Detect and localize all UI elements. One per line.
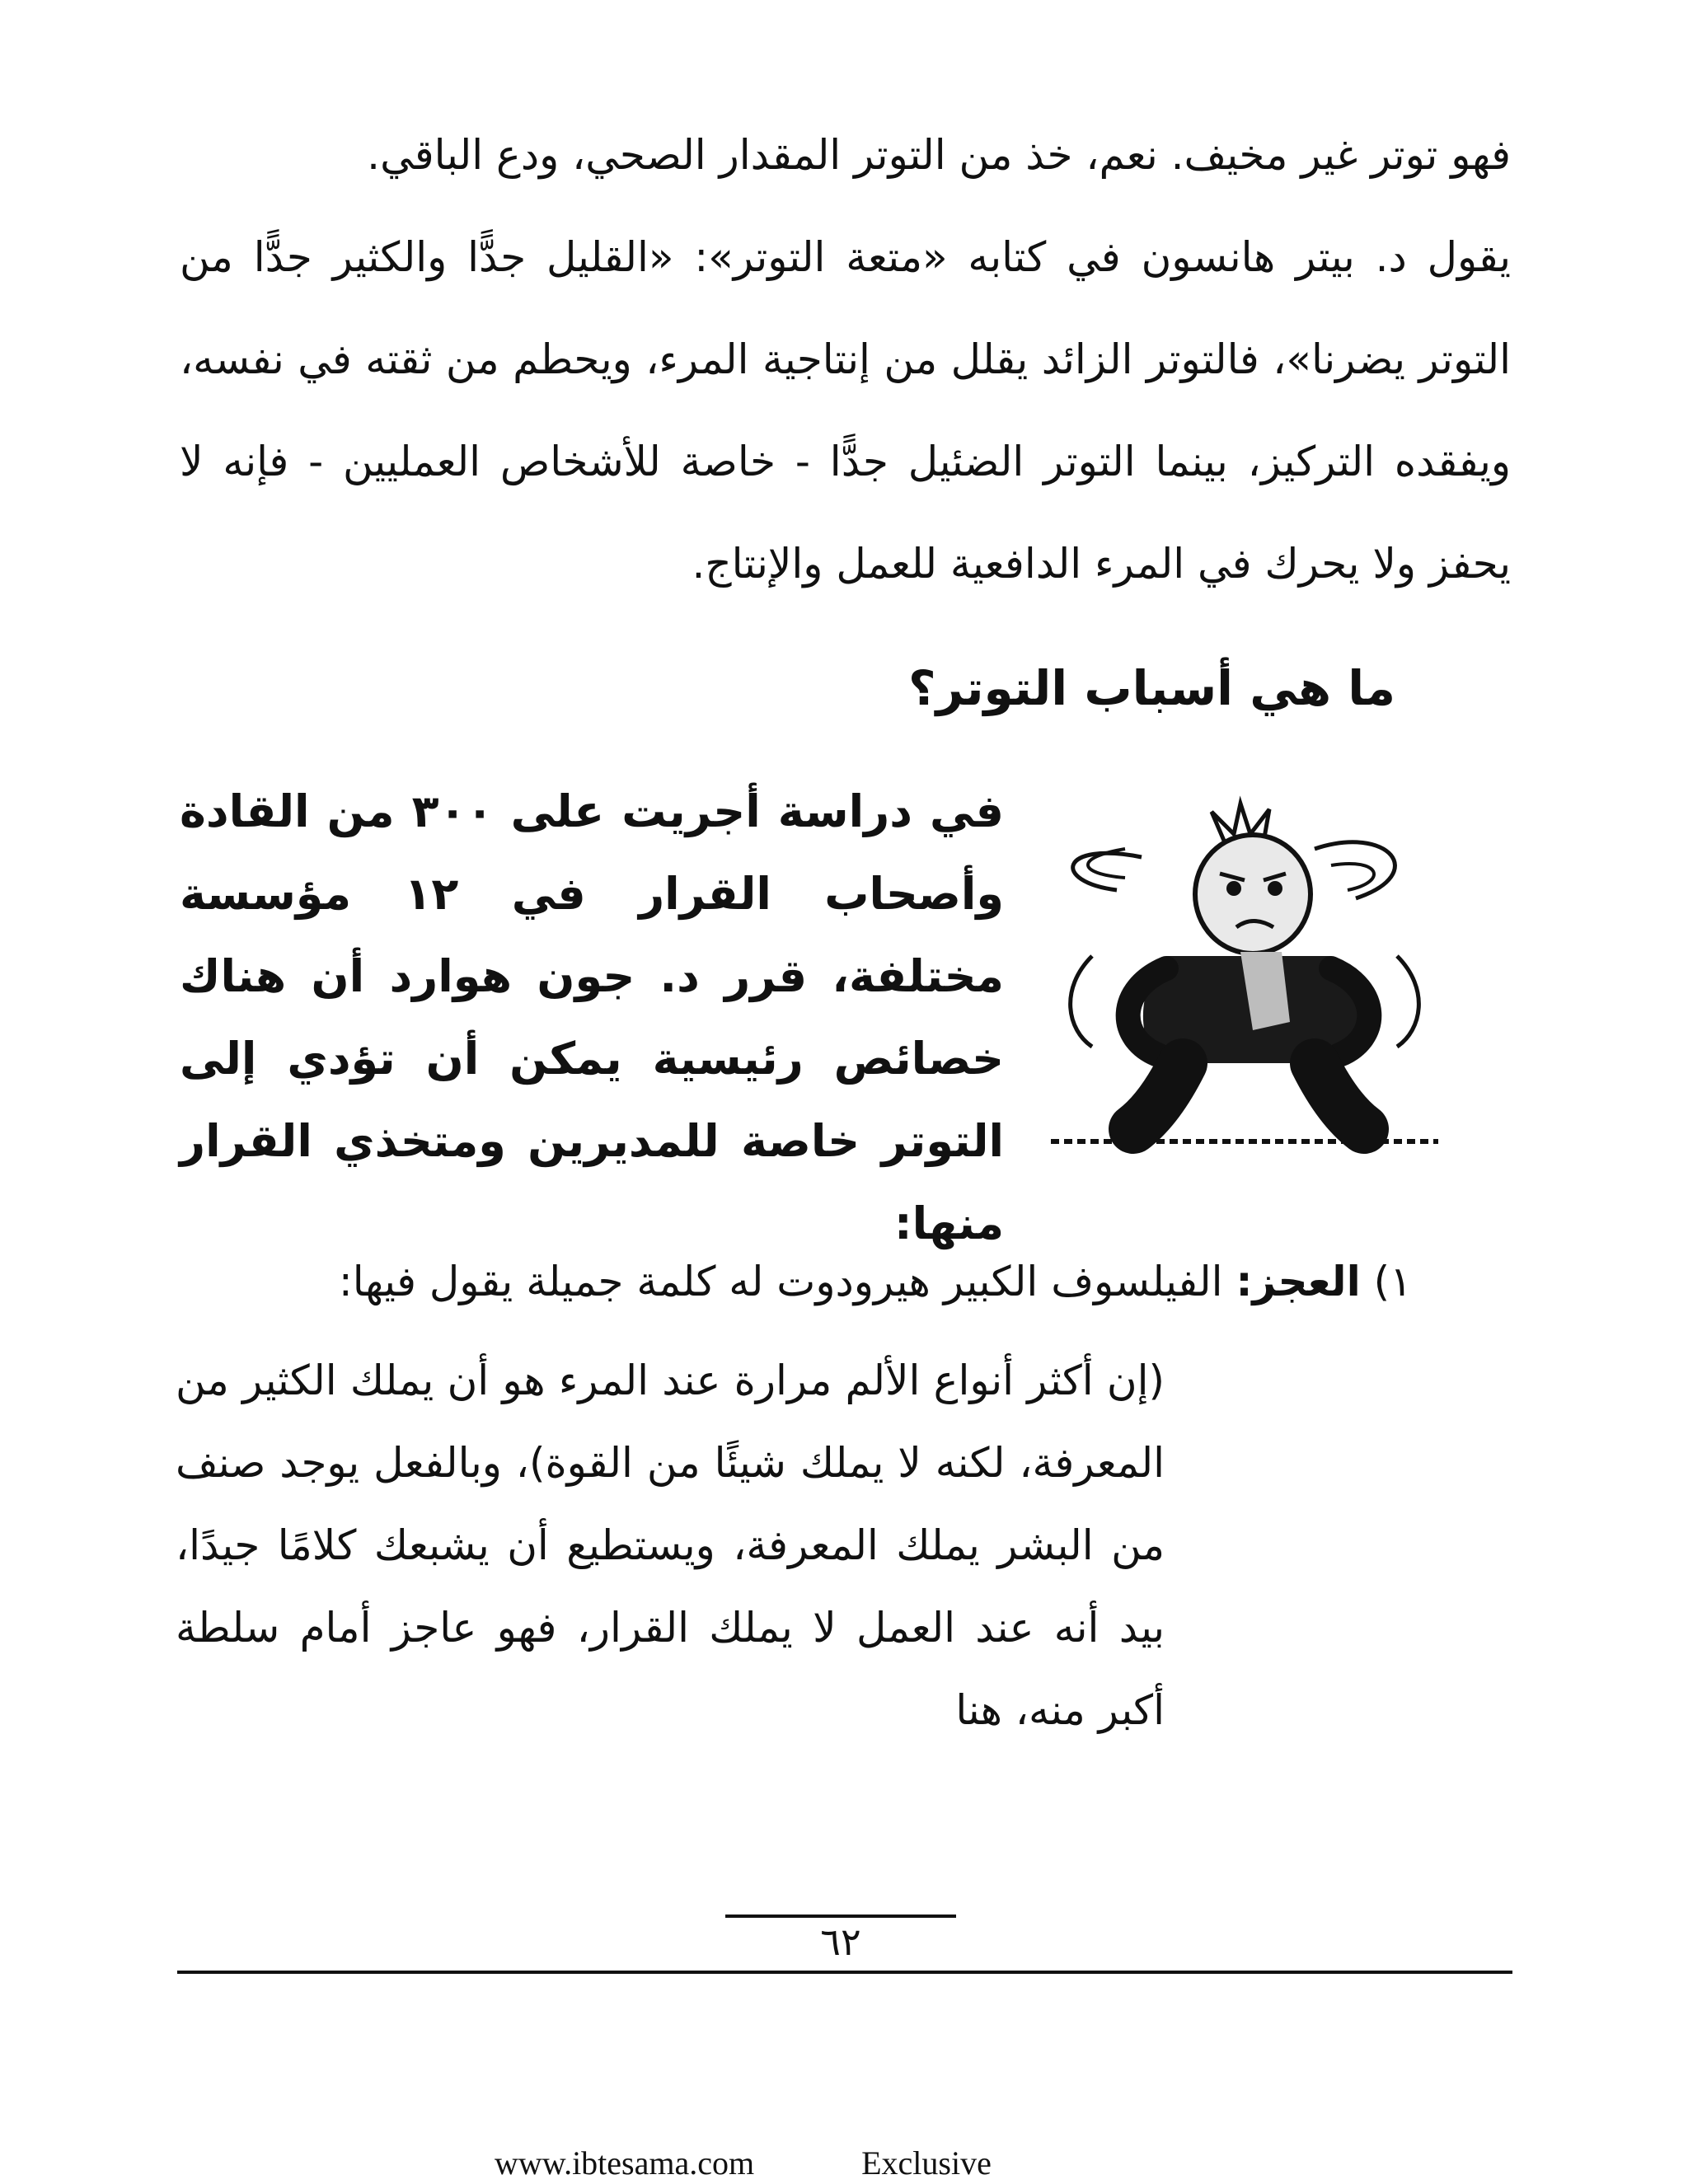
footer-website: www.ibtesama.com — [495, 2144, 755, 2182]
list-item-1 — [339, 1244, 1412, 1319]
paragraph-2: يقول د. بيتر هانسون في كتابه «متعة التوتر»: «القليل جدًّا والكثير جدًّا من التوتر يضرنا»، فالتوتر الزائد يقلل من إنتاجية المرء، ويحطم من ثقته في نفسه، ويفقده التركيز، بينما التوتر الضئيل جدًّا - خاصة للأشخاص العمليين - فإنه لا يحفز ولا يحرك في المرء الدافعية للعمل والإنتاج. — [180, 233, 1511, 588]
list-item-term: العجز: — [1236, 1258, 1361, 1305]
footer — [495, 2143, 992, 2184]
list-item-number: ١) — [1373, 1258, 1412, 1305]
herodotus-quote: (إن أكثر أنواع الألم مرارة عند المرء هو أن يملك الكثير من المعرفة، لكنه لا يملك شيئًا من القوة)، وبالفعل يوجد صنف من البشر يملك المعرفة، ويستطيع أن يشبعك كلامًا جيدًا، بيد أنه عند العمل لا يملك القرار، فهو عاجز أمام سلطة أكبر منه، هنا — [176, 1357, 1165, 1734]
list-item-text: الفيلسوف الكبير هيرودوت له كلمة جميلة يقول فيها: — [338, 1258, 1223, 1305]
page-number: ٦٢ — [820, 1919, 861, 1964]
paragraph-1: فهو توتر غير مخيف. نعم، خذ من التوتر المقدار الصحي، ودع الباقي. — [367, 131, 1511, 179]
study-paragraph: في دراسة أجريت على ٣٠٠ من القادة وأصحاب القرار في ١٢ مؤسسة مختلفة، قرر د. جون هوارد أن هناك خصائص رئيسية يمكن أن تؤدي إلى التوتر خاصة للمديرين ومتخذي القرار منها: — [180, 785, 1004, 1249]
footer-rule — [177, 1971, 1512, 1974]
stressed-man-illustration — [1043, 791, 1447, 1154]
section-heading: ما هي أسباب التوتر؟ — [907, 660, 1395, 716]
footer-tag: Exclusive — [861, 2144, 992, 2182]
